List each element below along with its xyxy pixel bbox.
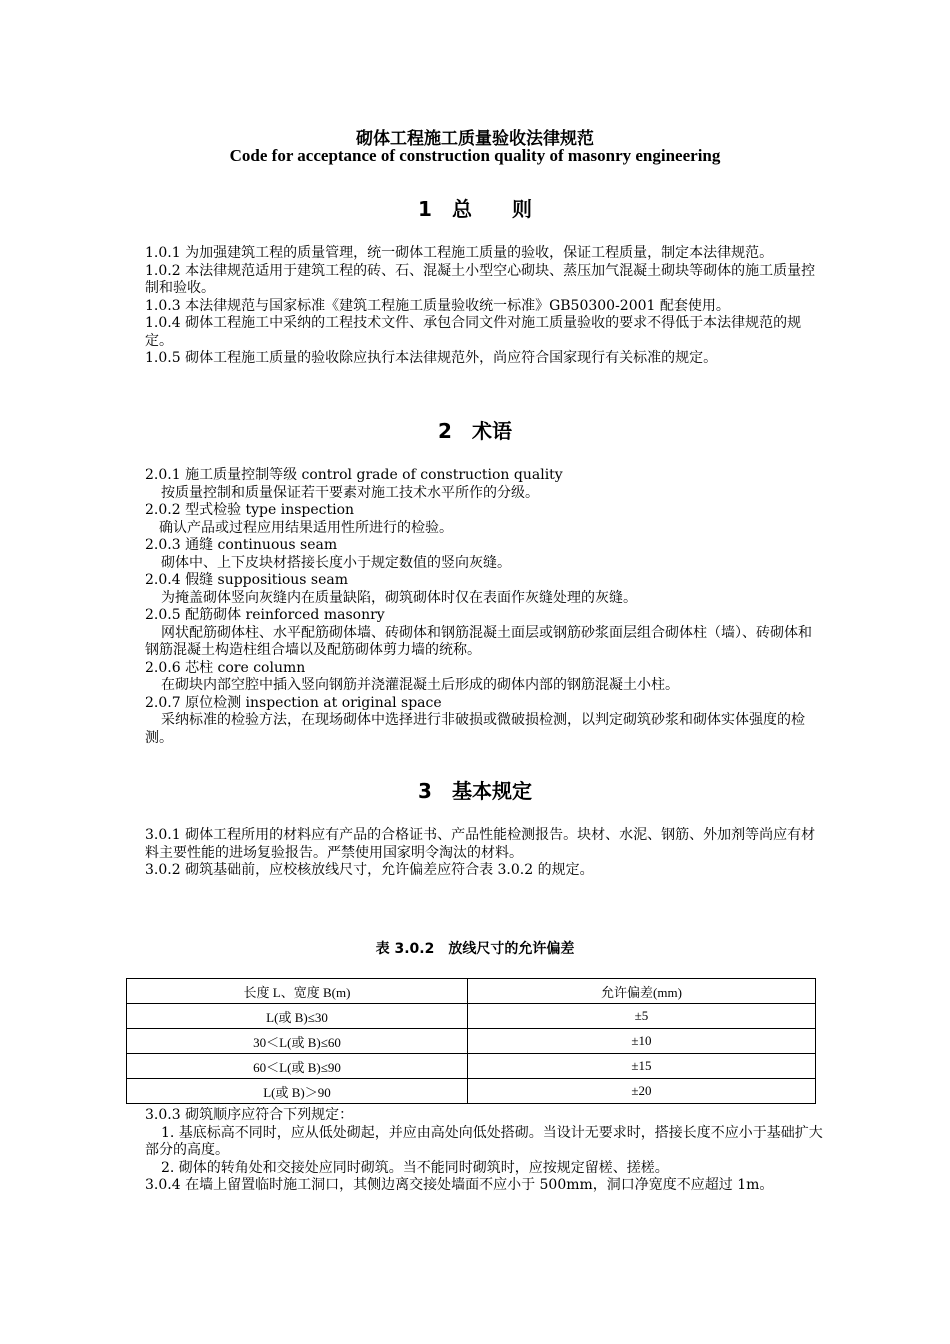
term-2-0-3: 2.0.3 通缝 continuous seam (145, 537, 338, 553)
table-row (127, 1079, 816, 1104)
clause-1-0-5: 1.0.5 砌体工程施工质量的验收除应执行本法律规范外，尚应符合国家现行有关标准的规定。 (145, 350, 718, 366)
table-row (127, 1054, 816, 1079)
chapter-3-heading: 3 基本规定 (418, 779, 532, 803)
clause-3-0-3: 3.0.3 砌筑顺序应符合下列规定： (145, 1107, 354, 1123)
term-2-0-4: 2.0.4 假缝 suppositious seam (145, 572, 349, 588)
term-2-0-2: 2.0.2 型式检验 type inspection (145, 502, 355, 518)
term-2-0-6-definition: 在砌块内部空腔中插入竖向钢筋并浇灌混凝土后形成的砌体内部的钢筋混凝土小柱。 (161, 677, 679, 693)
term-2-0-6: 2.0.6 芯柱 core column (145, 659, 306, 676)
clause-3-0-1: 3.0.1 砌体工程所用的材料应有产品的合格证书、产品性能检测报告。块材、水泥、钢筋、外加剂等尚应有材料主要性能的进场复验报告。严禁使用国家明令淘汰的材料。 (145, 827, 816, 861)
term-2-0-2-definition: 确认产品或过程应用结果适用性所进行的检验。 (159, 519, 453, 536)
term-2-0-1: 2.0.1 施工质量控制等级 control grade of construction quality (145, 467, 563, 483)
table-header-dimension: 长度 L、宽度 B(m) (127, 979, 468, 1004)
clause-3-0-4: 3.0.4 在墙上留置临时施工洞口，其侧边离交接处墙面不应小于 500mm，洞口净宽度不应超过 1m。 (145, 1177, 774, 1193)
deviation-table (126, 978, 816, 1104)
chapter-1-body (145, 245, 825, 368)
document-title-english: Code for acceptance of construction quality of masonry engineering (229, 146, 721, 165)
term-2-0-7: 2.0.7 原位检测 inspection at original space (145, 694, 442, 711)
table-cell-deviation: ±10 (468, 1029, 816, 1054)
table-cell-deviation: ±15 (468, 1054, 816, 1079)
clause-1-0-3: 1.0.3 本法律规范与国家标准《建筑工程施工质量验收统一标准》GB50300-2001 配套使用。 (145, 297, 730, 314)
table-caption: 表 3.0.2 放线尺寸的允许偏差 (375, 941, 575, 957)
term-2-0-5-definition: 网状配筋砌体柱、水平配筋砌体墙、砖砌体和钢筋混凝土面层或钢筋砂浆面层组合砌体柱（墙）、砖砌体和钢筋混凝土构造柱组合墙以及配筋砌体剪力墙的统称。 (145, 624, 812, 658)
table-cell-dimension: L(或 B)＞90 (127, 1079, 468, 1104)
table-row (127, 1004, 816, 1029)
table-cell-dimension: L(或 B)≤30 (127, 1004, 468, 1029)
table-header-deviation: 允许偏差(mm) (468, 979, 816, 1004)
clause-1-0-2: 1.0.2 本法律规范适用于建筑工程的砖、石、混凝土小型空心砌块、蒸压加气混凝土砌块等砌体的施工质量控制和验收。 (145, 262, 816, 296)
clause-3-0-2: 3.0.2 砌筑基础前，应校核放线尺寸，允许偏差应符合表 3.0.2 的规定。 (145, 862, 594, 878)
chapter-2-body (145, 467, 825, 747)
table-row (127, 1029, 816, 1054)
table-cell-dimension: 60＜L(或 B)≤90 (127, 1054, 468, 1079)
table-header-row (127, 979, 816, 1004)
table-cell-deviation: ±20 (468, 1079, 816, 1104)
term-2-0-4-definition: 为掩盖砌体竖向灰缝内在质量缺陷，砌筑砌体时仅在表面作灰缝处理的灰缝。 (161, 589, 637, 606)
chapter-3-body-bottom (145, 1107, 825, 1195)
term-2-0-1-definition: 按质量控制和质量保证若干要素对施工技术水平所作的分级。 (161, 484, 539, 501)
table-cell-dimension: 30＜L(或 B)≤60 (127, 1029, 468, 1054)
chapter-2-heading: 2 术语 (438, 419, 512, 443)
term-2-0-3-definition: 砌体中、上下皮块材搭接长度小于规定数值的竖向灰缝。 (161, 554, 511, 571)
chapter-1-heading: 1 总 则 (418, 197, 532, 221)
document-title-chinese: 砌体工程施工质量验收法律规范 (356, 129, 594, 149)
clause-3-0-3-item-2: 2. 砌体的转角处和交接处应同时砌筑。当不能同时砌筑时，应按规定留槎、搓槎。 (161, 1159, 669, 1176)
chapter-3-body-top (145, 827, 825, 880)
table-cell-deviation: ±5 (468, 1004, 816, 1029)
clause-1-0-4: 1.0.4 砌体工程施工中采纳的工程技术文件、承包合同文件对施工质量验收的要求不得低于本法律规范的规定。 (145, 315, 802, 349)
term-2-0-5: 2.0.5 配筋砌体 reinforced masonry (145, 607, 385, 623)
term-2-0-7-definition: 采纳标准的检验方法，在现场砌体中选择进行非破损或微破损检测，以判定砌筑砂浆和砌体实体强度的检测。 (145, 712, 805, 746)
clause-3-0-3-item-1: 1. 基底标高不同时，应从低处砌起，并应由高处向低处搭砌。当设计无要求时，搭接长度不应小于基础扩大部分的高度。 (145, 1124, 823, 1158)
clause-1-0-1: 1.0.1 为加强建筑工程的质量管理，统一砌体工程施工质量的验收，保证工程质量，制定本法律规范。 (145, 245, 774, 261)
